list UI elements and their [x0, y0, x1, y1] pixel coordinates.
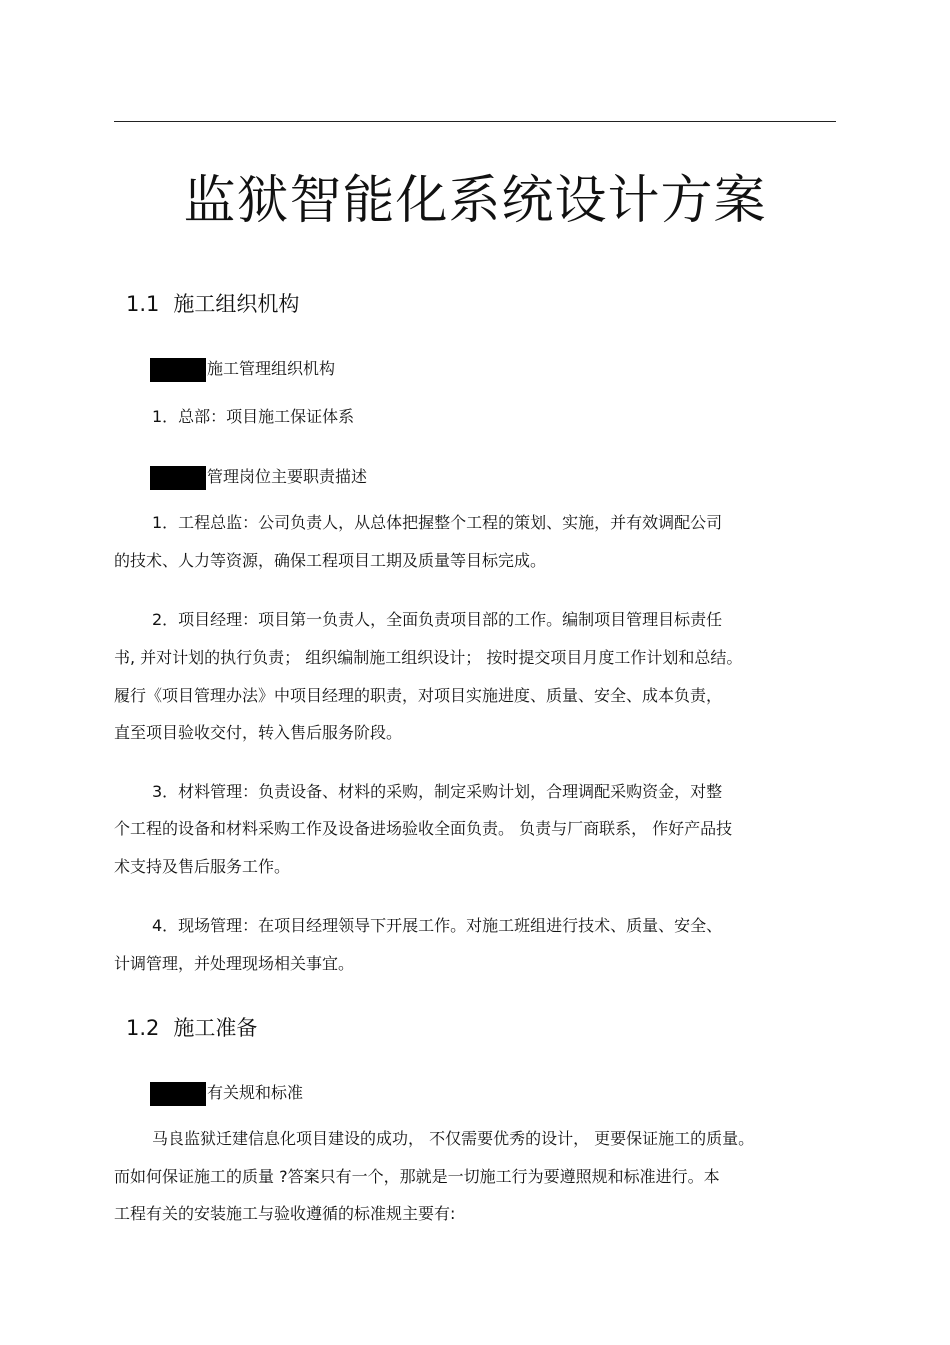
- subheading-standards: [150, 1080, 303, 1106]
- redaction-block: [150, 358, 206, 382]
- section-title: 施工组织机构: [173, 292, 300, 316]
- paragraph-line: 术支持及售后服务工作。: [114, 857, 291, 876]
- paragraph-line: 1．总部：项目施工保证体系: [152, 407, 355, 426]
- section-heading-1-1: [126, 289, 299, 319]
- section-number: 1.2: [126, 1016, 160, 1040]
- redaction-block: [150, 466, 206, 490]
- paragraph-line: 而如何保证施工的质量 ?答案只有一个，那就是一切施工行为要遵照规和标准进行。本: [114, 1167, 720, 1186]
- paragraph-line: 3．材料管理：负责设备、材料的采购，制定采购计划，合理调配采购资金，对整: [152, 782, 723, 801]
- header-rule: [114, 121, 836, 122]
- paragraph-line: 书, 并对计划的执行负责； 组织编制施工组织设计； 按时提交项目月度工作计划和总结。: [114, 648, 743, 667]
- subheading-org-structure: [150, 356, 335, 382]
- paragraph-line: 履行《项目管理办法》中项目经理的职责，对项目实施进度、质量、安全、成本负责，: [114, 686, 723, 705]
- paragraph-line: 马良监狱迁建信息化项目建设的成功， 不仅需要优秀的设计， 更要保证施工的质量。: [152, 1129, 755, 1148]
- paragraph-line: 1．工程总监：公司负责人，从总体把握整个工程的策划、实施，并有效调配公司: [152, 513, 723, 532]
- paragraph-line: 的技术、人力等资源，确保工程项目工期及质量等目标完成。: [114, 551, 547, 570]
- subheading-text: 管理岗位主要职责描述: [207, 467, 368, 486]
- paragraph-line: 计调管理，并处理现场相关事宜。: [114, 954, 355, 973]
- paragraph-line: 个工程的设备和材料采购工作及设备进场验收全面负责。 负责与厂商联系， 作好产品技: [114, 819, 733, 838]
- redaction-block: [150, 1082, 206, 1106]
- paragraph-line: 2．项目经理：项目第一负责人，全面负责项目部的工作。编制项目管理目标责任: [152, 610, 723, 629]
- subheading-text: 施工管理组织机构: [207, 359, 336, 378]
- paragraph-line: 直至项目验收交付，转入售后服务阶段。: [114, 723, 403, 742]
- subheading-duties: [150, 464, 367, 490]
- section-number: 1.1: [126, 292, 160, 316]
- document-title: 监狱智能化系统设计方案: [183, 171, 767, 231]
- section-heading-1-2: [126, 1013, 257, 1043]
- paragraph-line: 4．现场管理：在项目经理领导下开展工作。对施工班组进行技术、质量、安全、: [152, 916, 723, 935]
- paragraph-line: 工程有关的安装施工与验收遵循的标准规主要有:: [114, 1204, 456, 1223]
- section-title: 施工准备: [173, 1016, 258, 1040]
- subheading-text: 有关规和标准: [207, 1083, 304, 1102]
